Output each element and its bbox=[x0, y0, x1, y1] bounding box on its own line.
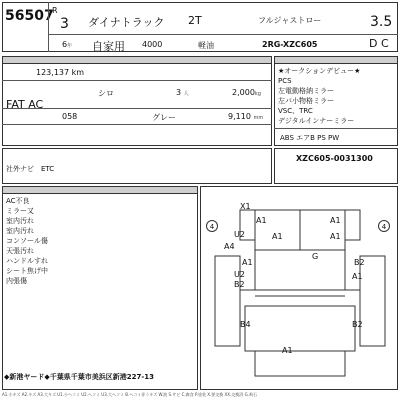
mark-a1: A1 bbox=[242, 258, 253, 267]
trans: FAT AC bbox=[6, 98, 44, 111]
model-name: ダイナトラック bbox=[88, 16, 165, 29]
year: 6年 bbox=[62, 40, 73, 49]
notes-left: 社外ナビ ETC bbox=[6, 165, 55, 173]
mark-b2: B2 bbox=[234, 280, 245, 289]
spec-header-bar bbox=[2, 56, 272, 64]
mark-circle-4: 4 bbox=[378, 220, 390, 232]
mark-a1: A1 bbox=[352, 272, 363, 281]
mileage: 123,137 km bbox=[36, 68, 85, 77]
inspector-header bbox=[2, 186, 198, 194]
location-line: ◆新港ヤード◆千葉県千葉市美浜区新港227-13 bbox=[4, 373, 155, 381]
mark-b4: B4 bbox=[240, 320, 251, 329]
selling-point: ★オークションデビュー★ bbox=[278, 67, 361, 75]
mark-a1: A1 bbox=[256, 216, 267, 225]
mark-circle-4: 4 bbox=[206, 220, 218, 232]
tonnage: 2T bbox=[188, 14, 202, 27]
inspector-note: 室内汚れ bbox=[6, 227, 34, 235]
lot-number: 56507 bbox=[5, 8, 54, 24]
inspector-note: ハンドルすれ bbox=[6, 257, 48, 265]
selling-point: VSC、TRC bbox=[278, 107, 313, 115]
footer-legend: A1.小キズ A2.キズ A3.大キズ U1.小ヘコミ U2.ヘコミ U3.大ヘコミ B.ヘコミ伴うキズ W.波 S.サビ C.腐食 P.塗装 X.要交換 XX.交換済 G.飛石 bbox=[2, 392, 257, 397]
mark-a1: A1 bbox=[330, 216, 341, 225]
inspector-note: 天張汚れ bbox=[6, 247, 34, 255]
frame-number: XZC605-0031300 bbox=[296, 154, 373, 163]
inspector-note: 内張傷 bbox=[6, 277, 27, 285]
fuel: 軽油 bbox=[198, 41, 214, 50]
inspector-note: シート焦げ中 bbox=[6, 267, 48, 275]
usage: 自家用 bbox=[92, 40, 125, 53]
color-note: グレー bbox=[152, 113, 176, 122]
selling-point: デジタルインナーミラー bbox=[278, 117, 355, 125]
mark-x1: X1 bbox=[240, 202, 251, 211]
length: 9,110 mm bbox=[228, 112, 264, 121]
seats: 3 人 bbox=[176, 88, 189, 97]
inspector-note: 室内汚れ bbox=[6, 217, 34, 225]
grade-label: R bbox=[52, 6, 58, 15]
selling-point: PCS bbox=[278, 77, 292, 85]
mark-u2: U2 bbox=[234, 230, 245, 239]
selling-point: 左電動格納ミラー bbox=[278, 87, 334, 95]
inspector-note: ミラー又 bbox=[6, 207, 34, 215]
shift: D C bbox=[369, 37, 389, 50]
color: シロ bbox=[98, 89, 114, 98]
inspector-note: AC不良 bbox=[6, 197, 30, 205]
chassis-code: 2RG-XZC605 bbox=[262, 40, 318, 49]
mark-a4: A4 bbox=[224, 242, 235, 251]
cc: 4000 bbox=[142, 40, 163, 49]
code: 058 bbox=[62, 112, 78, 121]
grade: フルジャストロー bbox=[258, 16, 322, 25]
equipment: ABS エアB PS PW bbox=[280, 134, 340, 142]
inspector-note: コンソール傷 bbox=[6, 237, 48, 245]
mark-b2: B2 bbox=[354, 258, 365, 267]
mark-a1: A1 bbox=[282, 346, 293, 355]
mark-u2: U2 bbox=[234, 270, 245, 279]
selling-points-header bbox=[274, 56, 398, 64]
mark-b2: B2 bbox=[352, 320, 363, 329]
score: 3 bbox=[60, 16, 69, 32]
mark-g: G bbox=[312, 252, 319, 261]
mark-a1: A1 bbox=[330, 232, 341, 241]
mark-a1: A1 bbox=[272, 232, 283, 241]
displacement: 3.5 bbox=[370, 14, 393, 30]
load-capacity: 2,000kg bbox=[232, 88, 261, 97]
vehicle-diagram bbox=[200, 186, 398, 390]
selling-point: 左バ小物格ミラー bbox=[278, 97, 334, 105]
